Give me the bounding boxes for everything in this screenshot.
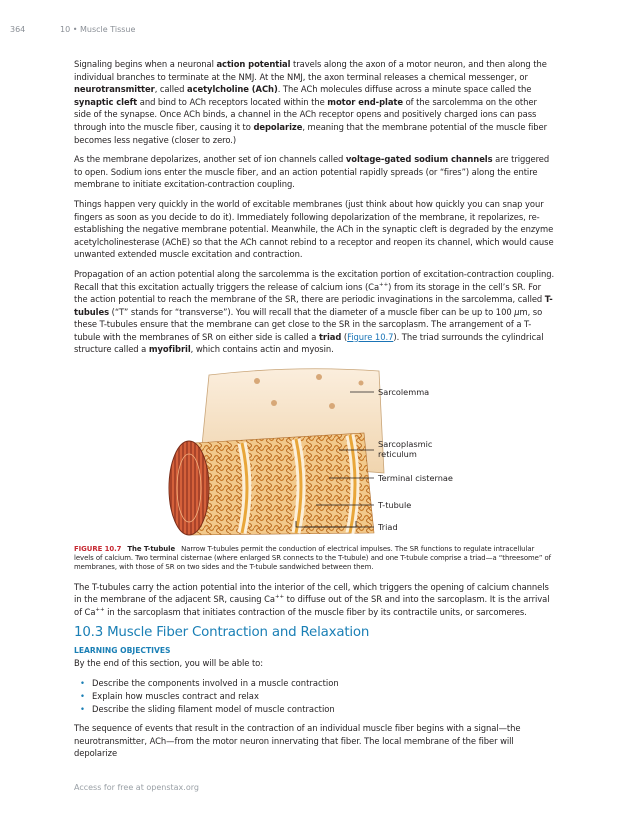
- bold-term: voltage-gated sodium channels: [345, 154, 493, 165]
- learning-objectives-title: LEARNING OBJECTIVES: [74, 646, 171, 656]
- section-heading: 10.3 Muscle Fiber Contraction and Relaxation: [74, 625, 370, 641]
- membrane-pore: [254, 378, 260, 384]
- sarcoplasmic-reticulum: [189, 433, 374, 535]
- text-run: As the membrane depolarizes, another set of ion channels called: [74, 154, 346, 165]
- text-run: (: [341, 331, 348, 342]
- learning-objectives-list: [74, 677, 555, 716]
- membrane-pore: [329, 403, 335, 409]
- text-run: (“T” stands for “transverse”). You will recall that the diameter of a muscle fiber can be up to 100: [109, 306, 515, 317]
- learning-objectives-intro: By the end of this section, you will be able to:: [74, 658, 263, 669]
- text-run: , meaning that the membrane potential of the muscle fiber becomes less negative (closer to zero.): [74, 121, 547, 145]
- superscript: ++: [274, 594, 285, 601]
- text-run: , which contains actin and myosin.: [190, 344, 334, 355]
- text-run: , called: [154, 84, 187, 95]
- superscript: ++: [379, 281, 389, 288]
- figure-label: FIGURE 10.7: [74, 545, 122, 554]
- t-tubule-illustration: [74, 363, 555, 539]
- text-run: ). The triad surrounds the cylindrical structure called a: [74, 331, 544, 355]
- text-run: The T-tubules carry the action potential into the interior of the cell, which triggers the opening of calcium channels in the membrane of the adjacent SR, causing Ca: [74, 581, 549, 605]
- text-run: are triggered to open. Sodium ions enter the muscle fiber, and an action potential rapidly spreads (or “fires”) along the entire membrane to initiate excitation-contraction coupling.: [74, 154, 550, 190]
- myofibril-cross-section: [169, 441, 209, 535]
- paragraph: [74, 58, 555, 146]
- bold-term: myofibril: [148, 344, 191, 355]
- italic-text: μ: [514, 306, 520, 317]
- label-sarcoplasmic: Sarcoplasmic: [378, 439, 433, 450]
- footer-text: Access for free at openstax.org: [74, 783, 199, 792]
- membrane-pore: [271, 400, 277, 406]
- membrane-pore: [359, 381, 364, 386]
- text-run: ) from its storage in the cell’s SR. For the action potential to reach the membrane of the SR, there are periodic invaginations in the sarcolemma, called: [74, 281, 545, 305]
- chapter-header: 10 • Muscle Tissue: [60, 25, 136, 34]
- label-sarcolemma: Sarcolemma: [378, 387, 430, 398]
- bold-term: depolarize: [253, 121, 303, 132]
- paragraph: [74, 268, 555, 356]
- text-run: . The ACh molecules diffuse across a minute space called the: [277, 84, 532, 95]
- label-t-tubule: T-tubule: [378, 500, 412, 511]
- figure-caption-text: Narrow T-tubules permit the conduction of electrical impulses. The SR functions to regulate intracellular levels of calcium. Two terminal cisternae (where enlarged SR connects to the T-tubule) and one T-tubule comprise a triad—a “threesome” of membranes, with those of SR on two sides and the T-tubule sandwiched between them.: [74, 545, 552, 572]
- figure-t-tubule: [74, 363, 555, 539]
- bold-term: acetylcholine (ACh): [187, 84, 278, 95]
- list-item: • Explain how muscles contract and relax: [80, 690, 555, 703]
- text-run: Things happen very quickly in the world of excitable membranes (just think about how quickly you can snap your fingers as soon as you decide to do it). Immediately following depolarization of the membrane, it repolarizes, re-establishing the negative membrane potential. Meanwhile, the ACh in the synaptic cleft is degraded by the enzyme acetylcholinesterase (AChE) so that the ACh cannot rebind to a receptor and reopen its channel, which would cause unwanted extended muscle excitation and contraction.: [74, 198, 554, 260]
- text-run: m, so these T-tubules ensure that the membrane can get close to the SR in the sarcoplasm. The arrangement of a T-tubule with the membranes of SR on either side is called a: [74, 306, 543, 342]
- text-run: of the sarcolemma on the other side of the synapse. Once ACh binds, a channel in the ACh receptor opens and positively charged ions can pass through into the muscle fiber, causing it to: [74, 96, 537, 132]
- bold-term: T-tubules: [74, 294, 553, 317]
- bold-term: action potential: [216, 59, 291, 69]
- text-run: in the sarcoplasm that initiates contraction of the muscle fiber by its contractile units, or sarcomeres.: [104, 606, 527, 617]
- figure-link[interactable]: Figure 10.7: [347, 331, 394, 342]
- paragraph: [74, 581, 555, 619]
- label-triad: Triad: [378, 522, 398, 533]
- list-item: • Describe the sliding filament model of muscle contraction: [80, 703, 555, 716]
- paragraph: [74, 153, 555, 191]
- triad-band-1: [242, 443, 247, 533]
- label-terminal-cisternae: Terminal cisternae: [378, 473, 453, 484]
- text-run: to diffuse out of the SR and into the sarcoplasm. It is the arrival of Ca: [74, 594, 550, 617]
- superscript: ++: [95, 607, 105, 614]
- membrane-pore: [316, 374, 322, 380]
- paragraph: [74, 198, 555, 261]
- text-run: Signaling begins when a neuronal: [74, 59, 217, 69]
- paragraph: [74, 722, 555, 760]
- list-item: • Describe the components involved in a muscle contraction: [80, 677, 555, 690]
- triad-band-2: [296, 439, 301, 533]
- figure-title: The T-tubule: [127, 545, 176, 554]
- bold-term: triad: [318, 331, 342, 342]
- figure-caption: [74, 545, 555, 573]
- page-number: 364: [10, 25, 26, 34]
- bold-term: synaptic cleft: [74, 96, 138, 107]
- main-content: [74, 58, 555, 767]
- text-run: travels along the axon of a motor neuron, and then along the individual branches to terminate at the NMJ. At the NMJ, the axon terminal releases a chemical messenger, or: [74, 59, 547, 82]
- text-run: and bind to ACh receptors located within the: [137, 96, 328, 107]
- text-run: Propagation of an action potential along the sarcolemma is the excitation portion of excitation-contraction coupling. Recall that this excitation actually triggers the release of calcium ions (Ca: [74, 268, 555, 292]
- bold-term: neurotransmitter: [74, 84, 155, 95]
- bold-term: motor end-plate: [327, 96, 403, 107]
- label-reticulum: reticulum: [378, 449, 417, 460]
- text-run: The sequence of events that result in the contraction of an individual muscle fiber begins with a signal—the neurotransmitter, ACh—from the motor neuron innervating that fiber. The local membrane of the fiber will depolarize: [74, 723, 521, 759]
